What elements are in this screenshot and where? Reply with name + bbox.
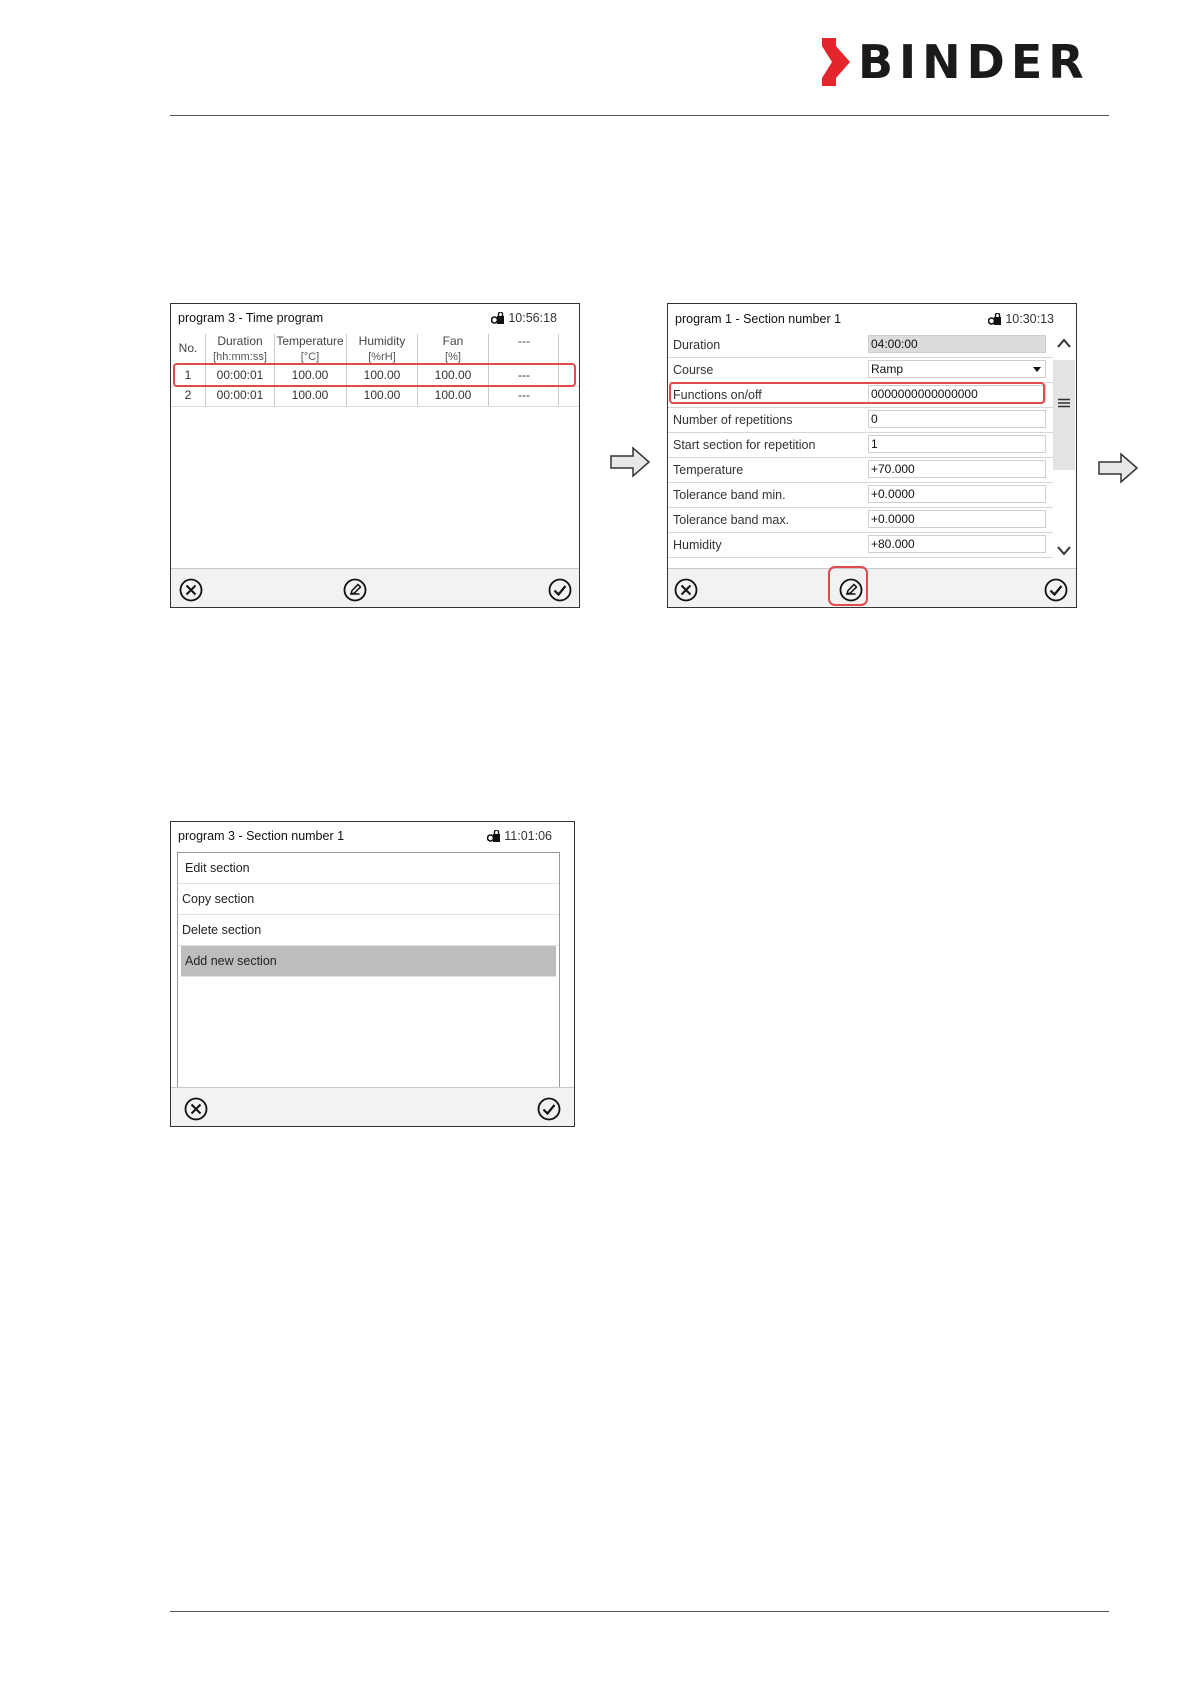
confirm-icon[interactable] [537,1097,561,1121]
cancel-icon[interactable] [674,578,698,602]
duration-input[interactable]: 04:00:00 [868,335,1046,353]
field-label: Duration [673,338,721,352]
lock-icon [988,313,1002,325]
column-header-fan: Fan [%] [442,334,464,363]
cell-no: 1 [184,368,192,382]
clock-time: 10:30:13 [1005,312,1054,326]
header-rule [170,115,1109,116]
scroll-up-icon[interactable] [1057,338,1071,348]
clock [487,829,552,843]
tolerance-min-input[interactable]: +0.0000 [868,485,1046,503]
confirm-icon[interactable] [548,578,572,602]
field-label: Tolerance band min. [673,488,786,502]
screen-title: program 3 - Time program [178,311,324,325]
functions-highlight [669,382,1045,404]
clock [491,311,557,325]
edit-icon[interactable] [343,578,367,602]
temperature-input[interactable]: +70.000 [868,460,1046,478]
chevron-down-icon [1033,367,1041,372]
arrow-right-icon [609,446,651,478]
tolerance-max-input[interactable]: +0.0000 [868,510,1046,528]
cell-extra: --- [518,388,530,402]
lock-icon [491,312,505,324]
column-header-temperature: Temperature [°C] [276,334,344,363]
field-start-section [668,432,1053,458]
table-row[interactable] [171,386,579,407]
title-bar [171,304,579,332]
functions-input[interactable]: 0000000000000000 [868,385,1046,403]
time-program-screen [170,303,580,608]
menu-item-label: Edit section [185,861,250,875]
menu-item-label: Add new section [185,954,277,968]
screen-title: program 3 - Section number 1 [178,829,345,843]
clock [988,312,1054,326]
field-course [668,357,1053,383]
cell-duration: 00:00:01 [216,388,264,402]
field-label: Start section for repetition [673,438,816,452]
cell-temperature: 100.00 [291,388,329,402]
field-temperature [668,457,1053,483]
menu-item-add-new-section[interactable] [181,946,556,977]
column-header-duration: Duration [hh:mm:ss] [213,334,267,363]
footer-bar [171,568,579,607]
field-label: Tolerance band max. [673,513,790,527]
brand-name: BINDER [858,35,1090,89]
lock-icon [487,830,501,842]
row-highlight [173,363,576,387]
title-bar [668,304,1076,332]
menu-item-label: Delete section [182,923,262,937]
clock-time: 10:56:18 [508,311,557,325]
start-section-input[interactable]: 1 [868,435,1046,453]
menu-icon[interactable] [1058,398,1070,408]
cell-extra: --- [518,368,530,382]
field-duration [668,332,1053,358]
footer-bar [668,568,1076,607]
field-tolerance-min [668,482,1053,508]
binder-logo [822,35,1090,89]
section-edit-screen [667,303,1077,608]
scrollbar[interactable] [1053,332,1075,562]
clock-time: 11:01:06 [504,829,552,843]
screen-title: program 1 - Section number 1 [675,312,842,326]
column-header-extra: --- [518,334,530,348]
humidity-input[interactable]: +80.000 [868,535,1046,553]
field-humidity [668,532,1053,558]
cell-humidity: 100.00 [363,368,401,382]
scrollbar-thumb[interactable] [1053,360,1075,470]
menu-item-label: Copy section [182,892,255,906]
cell-fan: 100.00 [434,388,472,402]
footer-rule [170,1611,1109,1612]
course-select[interactable] [868,360,1046,378]
scroll-down-icon[interactable] [1057,546,1071,556]
title-bar [171,822,574,850]
cancel-icon[interactable] [179,578,203,602]
field-repetitions [668,407,1053,433]
cancel-icon[interactable] [184,1097,208,1121]
edit-button-highlight [828,566,868,606]
cell-no: 2 [184,388,192,402]
field-label: Temperature [673,463,744,477]
binder-logo-mark-icon [822,38,852,86]
field-label: Course [673,363,714,377]
menu-item-edit-section[interactable] [178,853,559,884]
cell-temperature: 100.00 [291,368,329,382]
menu-item-delete-section[interactable] [178,915,559,946]
field-label: Number of repetitions [673,413,793,427]
cell-duration: 00:00:01 [216,368,264,382]
cell-humidity: 100.00 [363,388,401,402]
field-label: Functions on/off [673,388,762,402]
field-label: Humidity [673,538,722,552]
footer-bar [171,1087,574,1126]
column-header-humidity: Humidity [%rH] [358,334,406,363]
confirm-icon[interactable] [1044,578,1068,602]
section-menu-screen [170,821,575,1127]
field-tolerance-max [668,507,1053,533]
context-menu [177,852,560,1106]
repetitions-input[interactable]: 0 [868,410,1046,428]
cell-fan: 100.00 [434,368,472,382]
menu-item-copy-section[interactable] [178,884,559,915]
course-value: Ramp [871,362,904,376]
column-header-no: No. [178,341,198,355]
arrow-right-icon [1097,452,1139,484]
